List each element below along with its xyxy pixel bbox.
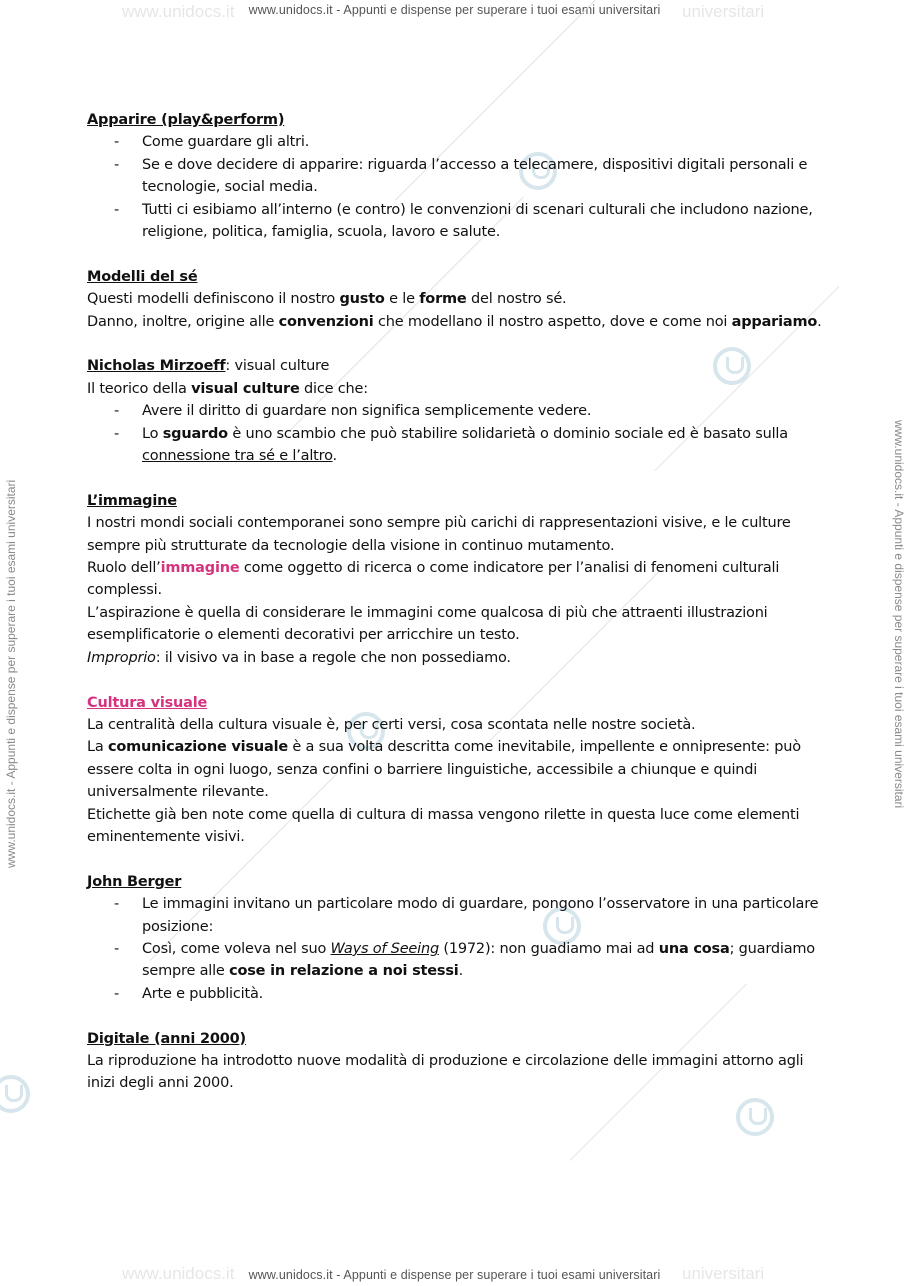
watermark-footer: www.unidocs.it - Appunti e dispense per superare i tuoi esami universitari [248,1268,661,1282]
paragraph: Improprio: il visivo va in base a regole che non possediamo. [87,649,511,666]
watermark-ghost-bottom-left: www.unidocs.it [122,1264,235,1283]
list-item: - Avere il diritto di guardare non significa semplicemente vedere. [87,400,827,422]
section-mirzoeff [87,355,827,467]
paragraph: Etichette già ben note come quella di cultura di massa vengono rilette in questa luce come elementi eminentemente visivi. [87,806,800,845]
paragraph: La centralità della cultura visuale è, per certi versi, cosa scontata nelle nostre società. [87,716,696,733]
paragraph: Ruolo dell’immagine come oggetto di ricerca o come indicatore per l’analisi di fenomeni culturali complessi. [87,560,780,599]
watermark-ghost-top-right: universitari [682,2,765,21]
heading-mirzoeff: Nicholas Mirzoeff: visual culture [87,358,330,375]
paragraph: La riproduzione ha introdotto nuove modalità di produzione e circolazione delle immagini attorno agli inizi degli anni 2000. [87,1052,804,1092]
section-apparire [87,109,827,243]
watermark-logo-icon [0,1075,30,1113]
section-modelli [87,266,827,333]
list-item: - Tutti ci esibiamo all’interno (e contro) le convenzioni di scenari culturali che includono nazione, religione, politica, famiglia, scuola, lavoro e salute. [87,199,827,244]
heading-modelli: Modelli del sé [87,268,198,285]
list-mirzoeff [87,400,827,467]
section-digitale [87,1028,827,1095]
paragraph: Il teorico della visual culture dice che: [87,380,368,397]
watermark-header: www.unidocs.it - Appunti e dispense per superare i tuoi esami universitari [248,3,661,17]
list-item: - Le immagini invitano un particolare modo di guardare, pongono l’osservatore in una particolare posizione: [87,893,827,938]
list-berger [87,893,827,1005]
watermark-side-right: www.unidocs.it - Appunti e dispense per superare i tuoi esami universitari [892,420,906,809]
paragraph: I nostri mondi sociali contemporanei sono sempre più carichi di rappresentazioni visive, e le culture sempre più strutturate da tecnologie della visione in continuo mutamento. [87,515,791,554]
paragraph: Questi modelli definiscono il nostro gusto e le forme del nostro sé. [87,291,567,308]
list-item: - Come guardare gli altri. [87,131,827,153]
list-item: - Arte e pubblicità. [87,983,827,1005]
paragraph: Danno, inoltre, origine alle convenzioni che modellano il nostro aspetto, dove e come noi appariamo. [87,313,822,330]
list-apparire [87,131,827,243]
section-immagine [87,490,827,669]
heading-apparire: Apparire (play&perform) [87,112,285,128]
section-berger [87,871,827,1005]
heading-digitale: Digitale (anni 2000) [87,1030,246,1047]
document-body [87,109,827,1095]
paragraph: L’aspirazione è quella di considerare le immagini come qualcosa di più che attraenti illustrazioni esemplificatorie o elementi decorativi per arricchire un testo. [87,604,768,644]
heading-berger: John Berger [87,873,182,890]
paragraph: La comunicazione visuale è a sua volta descritta come inevitabile, impellente e onnipresente: può essere colta in ogni luogo, senza confini o barriere linguistiche, accessibile a chiunque e quindi universalmente rilevante. [87,739,801,801]
list-item: - Così, come voleva nel suo Ways of Seeing (1972): non guadiamo mai ad una cosa; guardiamo sempre alle cose in relazione a noi stessi. [87,938,827,983]
heading-cultura-visuale: Cultura visuale [87,694,208,711]
watermark-side-left: www.unidocs.it - Appunti e dispense per superare i tuoi esami universitari [4,479,18,868]
list-item: - Lo sguardo è uno scambio che può stabilire solidarietà o dominio sociale ed è basato sulla connessione tra sé e l’altro. [87,423,827,468]
list-item: - Se e dove decidere di apparire: riguarda l’accesso a telecamere, dispositivi digitali personali e tecnologie, social media. [87,154,827,199]
watermark-logo-icon [736,1098,774,1136]
watermark-ghost-top-left: www.unidocs.it [122,2,235,21]
heading-immagine: L’immagine [87,492,177,509]
section-cultura-visuale [87,692,827,849]
watermark-ghost-bottom-right: universitari [682,1264,765,1283]
